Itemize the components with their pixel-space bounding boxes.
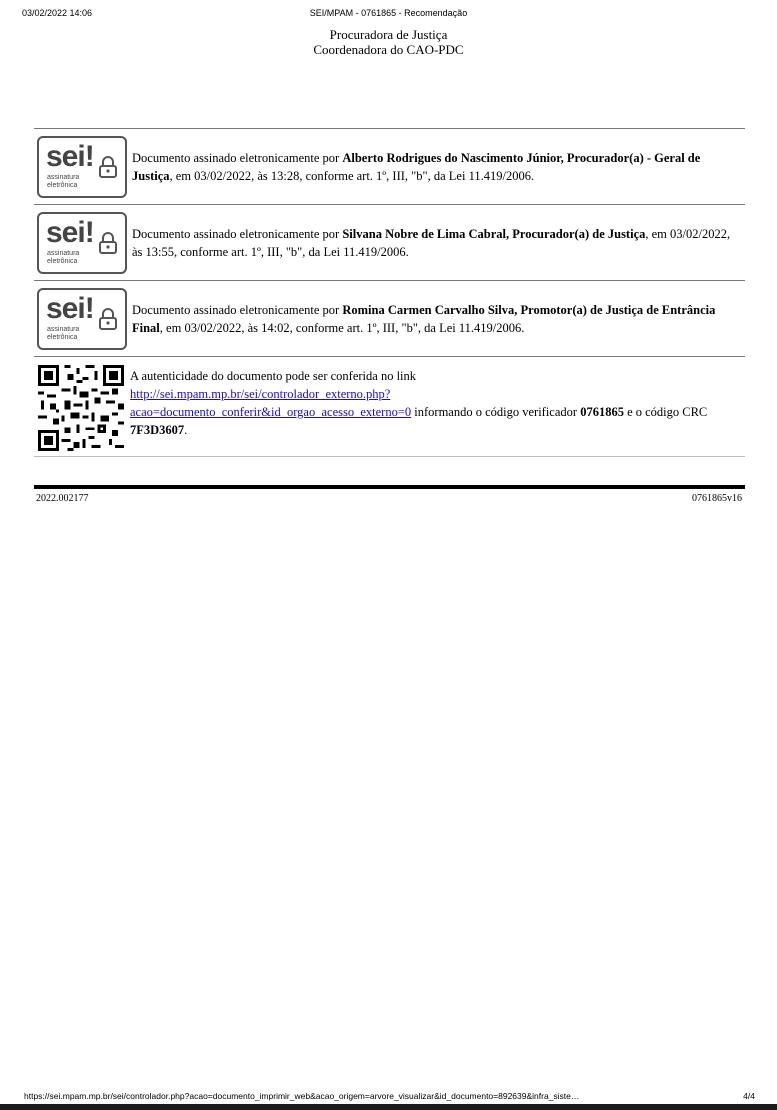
sei-signature-logo [37,136,127,198]
lock-icon [97,155,119,179]
print-header-datetime: 03/02/2022 14:06 [22,8,93,18]
sei-logo-subtitle: assinatura eletrônica [47,249,80,265]
sei-logo-word: sei! [46,139,94,173]
sei-logo-subtitle: assinatura eletrônica [47,325,80,341]
sei-logo-word: sei! [46,291,94,325]
verification-code: 0761865 [580,405,624,419]
footer-divider [34,485,745,489]
signature-row [34,281,745,357]
sei-logo-subtitle: assinatura eletrônica [47,173,80,189]
sei-signature-logo [37,212,127,274]
bottom-bar [0,1104,777,1110]
signature-text: Documento assinado eletronicamente por Alberto Rodrigues do Nascimento Júnior, Procurador(a) - Geral de Justiça, em 03/02/2022, às 13:28, conforme art. 1º, III, "b", da Lei 11.419/2006. [132,150,701,183]
signature-text: Documento assinado eletronicamente por Romina Carmen Carvalho Silva, Promotor(a) de Justiça de Entrância Final, em 03/02/2022, às 14:02, conforme art. 1º, III, "b", da Lei 11.419/2006. [132,302,716,335]
heading-line-1: Procuradora de Justiça [329,27,448,42]
lock-icon [97,231,119,255]
print-footer-url: https://sei.mpam.mp.br/sei/controlador.php?acao=documento_imprimir_web&acao_origem=arvore_visualizar&id_documento=892639&infra_siste… [24,1091,580,1101]
authenticity-row [34,357,745,457]
signer-name: Alberto Rodrigues do Nascimento Júnior, Procurador(a) - Geral de Justiça [132,150,701,183]
heading-line-2: Coordenadora do CAO-PDC [313,42,464,57]
document-version: 0761865v16 [692,493,742,504]
sei-signature-logo [37,288,127,350]
process-number: 2022.002177 [36,493,89,504]
sei-logo-word: sei! [46,215,94,249]
document-heading [0,27,777,57]
lock-icon [97,307,119,331]
crc-code: 7F3D3607 [130,423,185,437]
verification-link[interactable]: http://sei.mpam.mp.br/sei/controlador_externo.php? acao=documento_conferir&id_orgao_acesso_externo=0 [130,387,412,419]
print-header-title: SEI/MPAM - 0761865 - Recomendação [309,8,468,18]
signature-row [34,205,745,281]
signature-table [34,128,745,457]
signature-text: Documento assinado eletronicamente por Silvana Nobre de Lima Cabral, Procurador(a) de Justiça, em 03/02/2022, às 13:55, conforme art. 1º, III, "b", da Lei 11.419/2006. [132,226,731,259]
authenticity-text: A autenticidade do documento pode ser conferida no link http://sei.mpam.mp.br/sei/controlador_externo.php? acao=documento_conferir&id_orgao_acesso_externo=0 informando o código verificador 0761865 e o código CRC 7F3D3607. [130,369,708,437]
signer-name: Romina Carmen Carvalho Silva, Promotor(a) de Justiça de Entrância Final [132,302,716,335]
signer-name: Silvana Nobre de Lima Cabral, Procurador(a) de Justiça [342,226,646,241]
qr-code-icon [38,365,124,451]
print-footer-page: 4/4 [743,1091,755,1101]
signature-row [34,129,745,205]
